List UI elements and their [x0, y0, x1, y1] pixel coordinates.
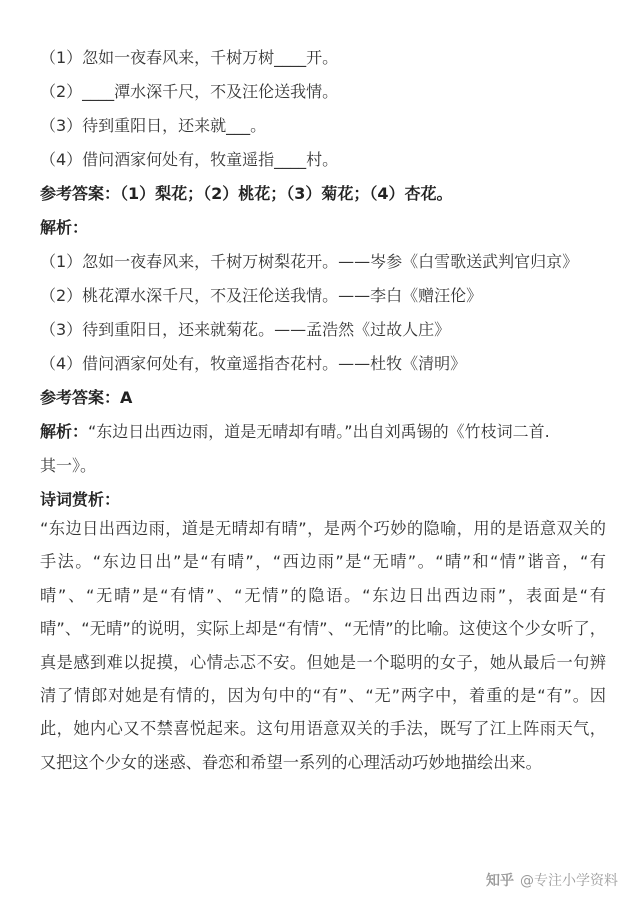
- analysis-2-text: “东边日出西边雨，道是无晴却有晴。”出自刘禹锡的《竹枝词二首.: [88, 422, 550, 441]
- analysis-1-heading: 解析：: [40, 218, 89, 237]
- analysis-2-line-1: [40, 421, 550, 443]
- analysis-1-item-4: （4）借问酒家何处有，牧童遥指杏花村。——杜牧《清明》: [40, 354, 467, 373]
- analysis-2-label: 解析：: [40, 422, 89, 441]
- answer-2: 参考答案：A: [40, 388, 133, 407]
- analysis-1-item-3: （3）待到重阳日，还来就菊花。——孟浩然《过故人庄》: [40, 320, 451, 339]
- watermark-author: @专注小学资料: [520, 873, 618, 889]
- question-3: （3）待到重阳日，还来就___。: [40, 116, 267, 135]
- watermark: [486, 870, 618, 890]
- appreciation-heading: 诗词赏析：: [40, 490, 121, 509]
- analysis-1-item-1: （1）忽如一夜春风来，千树万树梨花开。——岑参《白雪歌送武判官归京》: [40, 252, 579, 271]
- analysis-1-item-2: （2）桃花潭水深千尺，不及汪伦送我情。——李白《赠汪伦》: [40, 286, 483, 305]
- question-4: （4）借问酒家何处有，牧童遥指____村。: [40, 150, 339, 169]
- zhihu-logo: 知乎: [486, 873, 514, 889]
- appreciation-paragraph: “东边日出西边雨，道是无晴却有晴”，是两个巧妙的隐喻，用的是语意双关的手法。“东边日出”是“有晴”，“西边雨”是“无晴”。“晴”和“情”谐音，“有晴”、“无晴”是“有情”、“无情”的隐语。“东边日出西边雨”，表面是“有晴”、“无晴”的说明，实际上却是“有情”、“无情”的比喻。这使这个少女听了，真是感到难以捉摸，心情忐忑不安。但她是一个聪明的女子，她从最后一句辨清了情郎对她是有情的，因为句中的“有”、“无”两字中，着重的是“有”。因此，她内心又不禁喜悦起来。这句用语意双关的手法，既写了江上阵雨天气，又把这个少女的迷惑、眷恋和希望一系列的心理活动巧妙地描绘出来。: [40, 519, 606, 772]
- question-2: （2）____潭水深千尺，不及汪伦送我情。: [40, 82, 339, 101]
- analysis-2-line-2: 其一》。: [40, 456, 97, 475]
- question-1: （1）忽如一夜春风来，千树万树____开。: [40, 48, 339, 67]
- answer-1: 参考答案：（1）梨花；（2）桃花；（3）菊花；（4）杏花。: [40, 184, 453, 203]
